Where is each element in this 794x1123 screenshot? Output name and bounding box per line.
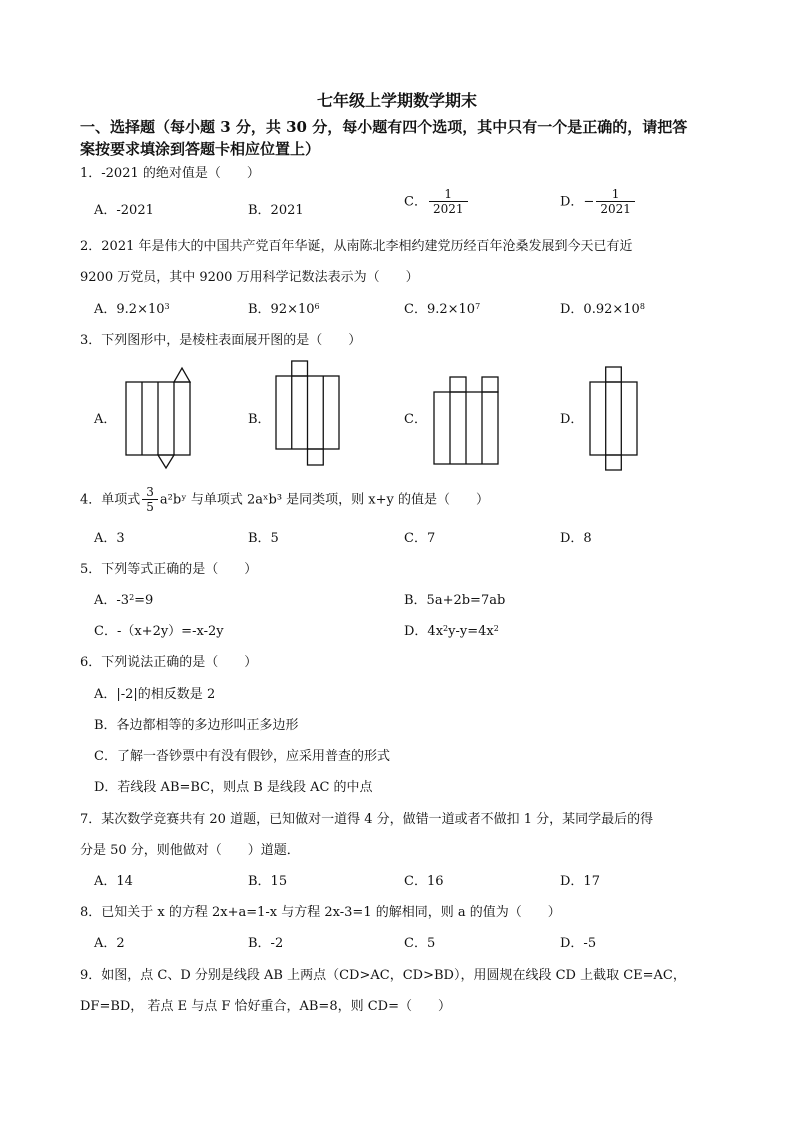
exponent: 7 (475, 302, 481, 311)
q9-stem-line2: DF=BD， 若点 E 与点 F 恰好重合，AB=8，则 CD=（ ） (80, 999, 451, 1014)
section-heading-line1: 一、选择题（每小题 3 分，共 30 分，每小题有四个选项，其中只有一个是正确的，请把答 (80, 118, 688, 136)
fraction-numerator: 1 (429, 188, 468, 202)
net-tab-top (606, 367, 622, 382)
q4-option-d: D．8 (560, 531, 592, 546)
q6-option-a: A．|-2|的相反数是 2 (94, 687, 216, 702)
q7-option-a: A．14 (94, 874, 133, 889)
net-tab-bottom (308, 449, 324, 465)
section-heading-line2: 案按要求填涂到答题卡相应位置上） (80, 140, 321, 158)
q1-stem: 1．-2021 的绝对值是（ ） (80, 166, 260, 181)
q5-option-d-base: D．4x (404, 624, 444, 639)
exponent: 6 (314, 302, 320, 311)
q4-stem (80, 486, 489, 514)
q8-option-a: A．2 (94, 936, 125, 951)
q3-option-c-label: C． (404, 412, 427, 427)
q5-stem: 5．下列等式正确的是（ ） (80, 562, 258, 577)
net-tab-top (292, 361, 308, 376)
q2-option-d-base: D．0.92×10 (560, 302, 640, 317)
q2-option-b-base: B．92×10 (248, 302, 315, 317)
q7-option-c: C．16 (404, 874, 444, 889)
fraction-denominator: 2021 (600, 202, 631, 216)
q5-option-d (404, 623, 499, 641)
q2-option-d (560, 301, 645, 319)
exponent: 2 (443, 624, 449, 633)
q2-option-c-base: C．9.2×10 (404, 302, 476, 317)
net-triangle-top (174, 368, 190, 382)
q3-option-a-label: A． (94, 412, 117, 427)
q7-option-d: D．17 (560, 874, 600, 889)
q5-option-c: C．-（x+2y）=-x-2y (94, 624, 224, 639)
q4-stem-prefix: 4．单项式 (80, 492, 141, 508)
fraction-numerator: 1 (596, 188, 635, 202)
q7-stem-line2: 分是 50 分，则他做对（ ）道题． (80, 843, 300, 858)
q1-option-c-label: C． (404, 194, 427, 210)
exponent: 2 (129, 593, 135, 602)
q3-option-d-label: D． (560, 412, 584, 427)
q1-option-d-fraction (596, 188, 635, 216)
q2-stem-line2: 9200 万党员，其中 9200 万用科学记数法表示为（ ） (80, 270, 419, 285)
q3-figure-d (584, 364, 644, 472)
q3-figure-b (272, 358, 342, 470)
net-tab-top (450, 377, 466, 392)
q6-stem: 6．下列说法正确的是（ ） (80, 655, 258, 670)
q4-option-a: A．3 (94, 531, 125, 546)
q1-option-a: A．-2021 (94, 203, 154, 218)
q1-option-b: B．2021 (248, 203, 304, 218)
q3-option-b-label: B． (248, 412, 271, 427)
q5-option-a-rest: =9 (134, 593, 154, 608)
q8-option-b: B．-2 (248, 936, 284, 951)
q5-option-a (94, 592, 153, 610)
net-tab-top (482, 377, 498, 392)
q5-option-a-base: A．-3 (94, 593, 130, 608)
q6-option-d: D．若线段 AB=BC，则点 B 是线段 AC 的中点 (94, 780, 373, 795)
net-tab-bottom (606, 455, 622, 470)
exponent: 8 (639, 302, 645, 311)
q8-option-c: C．5 (404, 936, 436, 951)
net-rect (590, 382, 637, 455)
q3-figure-c (430, 372, 504, 470)
minus-sign: − (583, 194, 595, 210)
net-triangle-bottom (158, 455, 174, 468)
q5-option-b: B．5a+2b=7ab (404, 593, 506, 608)
q7-option-b: B．15 (248, 874, 288, 889)
q1-option-d-label: D． (560, 194, 584, 210)
q5-option-d-mid: y-y=4x (448, 624, 494, 639)
q2-stem-line1: 2．2021 年是伟大的中国共产党百年华诞，从南陈北李相约建党历经百年沧桑发展到今天已有近 (80, 239, 633, 254)
q3-stem: 3．下列图形中，是棱柱表面展开图的是（ ） (80, 333, 362, 348)
q2-option-b (248, 301, 320, 319)
q4-fraction (142, 486, 158, 514)
page-title: 七年级上学期数学期末 (316, 91, 477, 110)
q7-stem-line1: 7．某次数学竞赛共有 20 道题，已知做对一道得 4 分，做错一道或者不做扣 1 分，某同学最后的得 (80, 812, 654, 827)
q4-option-b: B．5 (248, 531, 279, 546)
fraction-denominator: 5 (146, 500, 154, 514)
q6-option-b: B．各边都相等的多边形叫正多边形 (94, 718, 299, 733)
q4-stem-rest: a²bʸ 与单项式 2aˣb³ 是同类项，则 x+y 的值是（ ） (159, 492, 490, 508)
q9-stem-line1: 9．如图，点 C、D 分别是线段 AB 上两点（CD>AC，CD>BD），用圆规在线段 CD 上截取 CE=AC， (80, 968, 686, 983)
q3-figure-a (118, 364, 198, 472)
exponent: 3 (164, 302, 170, 311)
q8-option-d: D．-5 (560, 936, 597, 951)
q8-stem: 8．已知关于 x 的方程 2x+a=1-x 与方程 2x-3=1 的解相同，则 a 的值为（ ） (80, 905, 561, 920)
q2-option-c (404, 301, 480, 319)
q1-option-c-fraction (429, 188, 468, 216)
q6-option-c: C．了解一沓钞票中有没有假钞，应采用普查的形式 (94, 749, 390, 764)
q2-option-a (94, 301, 170, 319)
fraction-denominator: 2021 (432, 202, 464, 216)
q1-option-c (404, 188, 470, 216)
q4-option-c: C．7 (404, 531, 436, 546)
q1-option-d (560, 188, 637, 216)
fraction-numerator: 3 (142, 486, 158, 500)
q2-option-a-base: A．9.2×10 (94, 302, 165, 317)
exponent: 2 (493, 624, 499, 633)
